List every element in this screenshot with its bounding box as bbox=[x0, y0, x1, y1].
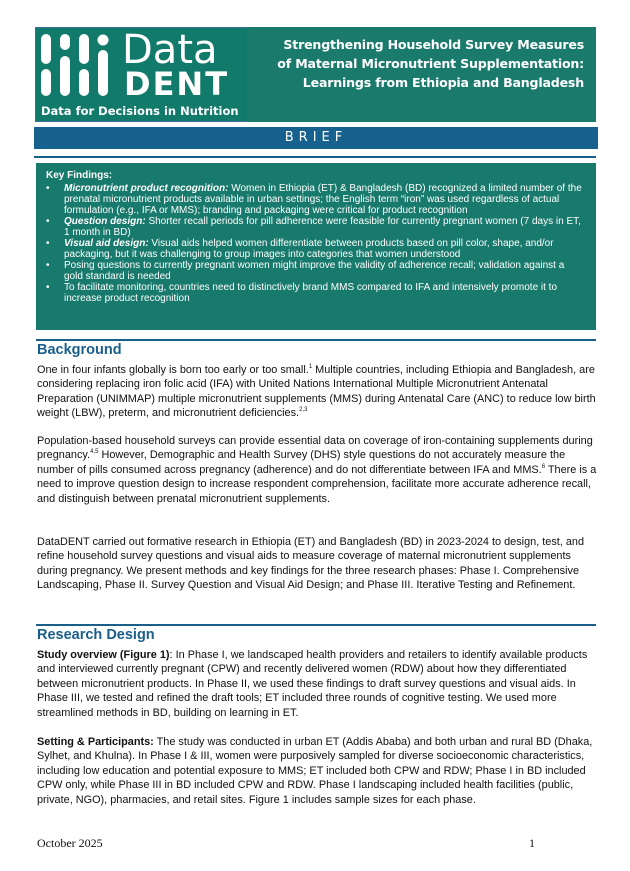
section-divider bbox=[36, 339, 596, 341]
finding-lead: Visual aid design: bbox=[64, 238, 149, 249]
finding-text: Posing questions to currently pregnant women might improve the validity of adherence recall; validation against a gold standard is needed bbox=[64, 260, 565, 282]
background-paragraph-2 bbox=[37, 434, 597, 506]
section-divider bbox=[36, 624, 596, 626]
finding-text: To facilitate monitoring, countries need to distinctively brand MMS compared to IFA and intensively promote it to increase product recognition bbox=[64, 282, 558, 304]
key-finding-item bbox=[46, 183, 584, 216]
setting-participants-paragraph bbox=[37, 735, 597, 807]
background-heading: Background bbox=[37, 342, 122, 358]
publication-date: October 2025 bbox=[37, 836, 103, 850]
citation: 2,3 bbox=[299, 407, 308, 414]
citation: 1 bbox=[308, 364, 313, 370]
datadent-bars-icon bbox=[40, 32, 116, 98]
key-finding-item bbox=[46, 238, 584, 260]
finding-lead: Micronutrient product recognition: bbox=[64, 183, 229, 194]
citation: 4,5 bbox=[90, 449, 99, 456]
datadent-logo bbox=[35, 27, 247, 122]
text: Multiple countries, including Ethiopia and Bangladesh, are considering replacing iron folic acid (IFA) with United Nations International Multiple Micronutrient Antenatal Preparation (UNIMMAP) multiple micronutrient supplements (MMS) during Antenatal Care (ANC) to reduce low birth weight (LBW), preterm, and micronutrient deficiencies. bbox=[37, 364, 596, 420]
text: Population-based household surveys can provide essential data on coverage of iron-containing supplements during pregnancy. bbox=[37, 435, 593, 462]
text: One in four infants globally is born too early or too small. bbox=[37, 364, 309, 376]
key-finding-item bbox=[46, 282, 584, 304]
key-finding-item bbox=[46, 260, 584, 282]
title-line-3: Learnings from Ethiopia and Bangladesh bbox=[302, 75, 584, 90]
brief-banner: BRIEF bbox=[34, 127, 598, 149]
text: : In Phase I, we landscaped health providers and retailers to identify available products and interviewed currently pregnant (CPW) and recently delivered women (RDW) about how they differentiated between micronutrient products. In Phase II, we used these findings to draft survey questions and visual aids. In Phase III, we tested and refined the draft tools; ET included three rounds of cognitive testing. We used more streamlined methods in BD, building on learning in ET. bbox=[37, 649, 588, 719]
divider bbox=[34, 156, 596, 158]
text: There is a need to improve question design to increase respondent comprehension, facilitate more accurate adherence recall, and distinguish between prenatal micronutrient supplements. bbox=[37, 463, 597, 505]
title-line-2: of Maternal Micronutrient Supplementation: bbox=[277, 56, 584, 71]
background-paragraph-1 bbox=[37, 363, 597, 421]
study-overview-label: Study overview (Figure 1) bbox=[37, 649, 170, 661]
title-line-1: Strengthening Household Survey Measures bbox=[283, 37, 584, 52]
key-findings-title: Key Findings: bbox=[46, 170, 113, 181]
background-paragraph-3: DataDENT carried out formative research in Ethiopia (ET) and Bangladesh (BD) in 2023-2024 to design, test, and refine household survey questions and visual aids to measure coverage of maternal micronutrient supplements during pregnancy. We present methods and key findings for the three research phases: Phase I. Comprehensive Landscaping, Phase II. Survey Question and Visual Aid Design; and Phase III. Iterative Testing and Refinement. bbox=[37, 536, 585, 592]
key-findings-box bbox=[36, 163, 596, 330]
setting-label: Setting & Participants: bbox=[37, 736, 154, 748]
logo-tagline: Data for Decisions in Nutrition bbox=[41, 104, 239, 118]
page-number: 1 bbox=[529, 836, 535, 850]
finding-text: Women in Ethiopia (ET) & Bangladesh (BD) recognized a limited number of the prenatal micronutrient products available in urban settings; the English term “iron” was used regardless of actual formulation (e.g., IFA or MMS); branding and packaging were critical for product recognition bbox=[64, 183, 582, 216]
key-finding-item bbox=[46, 216, 584, 238]
finding-text: Shorter recall periods for pill adherence were feasible for currently pregnant women (7 days in ET, 1 month in BD) bbox=[64, 216, 581, 238]
text: The study was conducted in urban ET (Addis Ababa) and both urban and rural BD (Dhaka, Sylhet, and Khulna). In Phase I & III, women were purposively sampled for diverse socioeconomic characteristics, including low education and potential exposure to MMS; ET included both CPW and RDW; Phase I in BD included CPW only, while Phase III in BD included CPW and RDW. Phase I landscaping included health facilities (public, private, NGO), pharmacies, and retail sites. Figure 1 includes sample sizes for each phase. bbox=[37, 736, 593, 806]
finding-lead: Question design: bbox=[64, 216, 146, 227]
finding-text: Visual aids helped women differentiate between products based on pill color, shape, and/or packaging, but it was challenging to group images into categories that women understood bbox=[64, 238, 554, 260]
text: However, Demographic and Health Survey (DHS) style questions do not accurately measure the number of pills consumed across pregnancy (adherence) and do not differentiate between IFA and MMS. bbox=[37, 449, 566, 476]
document-title bbox=[247, 27, 596, 122]
key-findings-list bbox=[46, 183, 584, 304]
logo-word-dent: DENT bbox=[124, 65, 230, 103]
citation: 6 bbox=[541, 463, 546, 470]
logo-word-data: Data bbox=[122, 27, 218, 73]
study-overview-paragraph bbox=[37, 648, 597, 720]
research-design-heading: Research Design bbox=[37, 627, 155, 643]
brief-header bbox=[35, 27, 596, 122]
